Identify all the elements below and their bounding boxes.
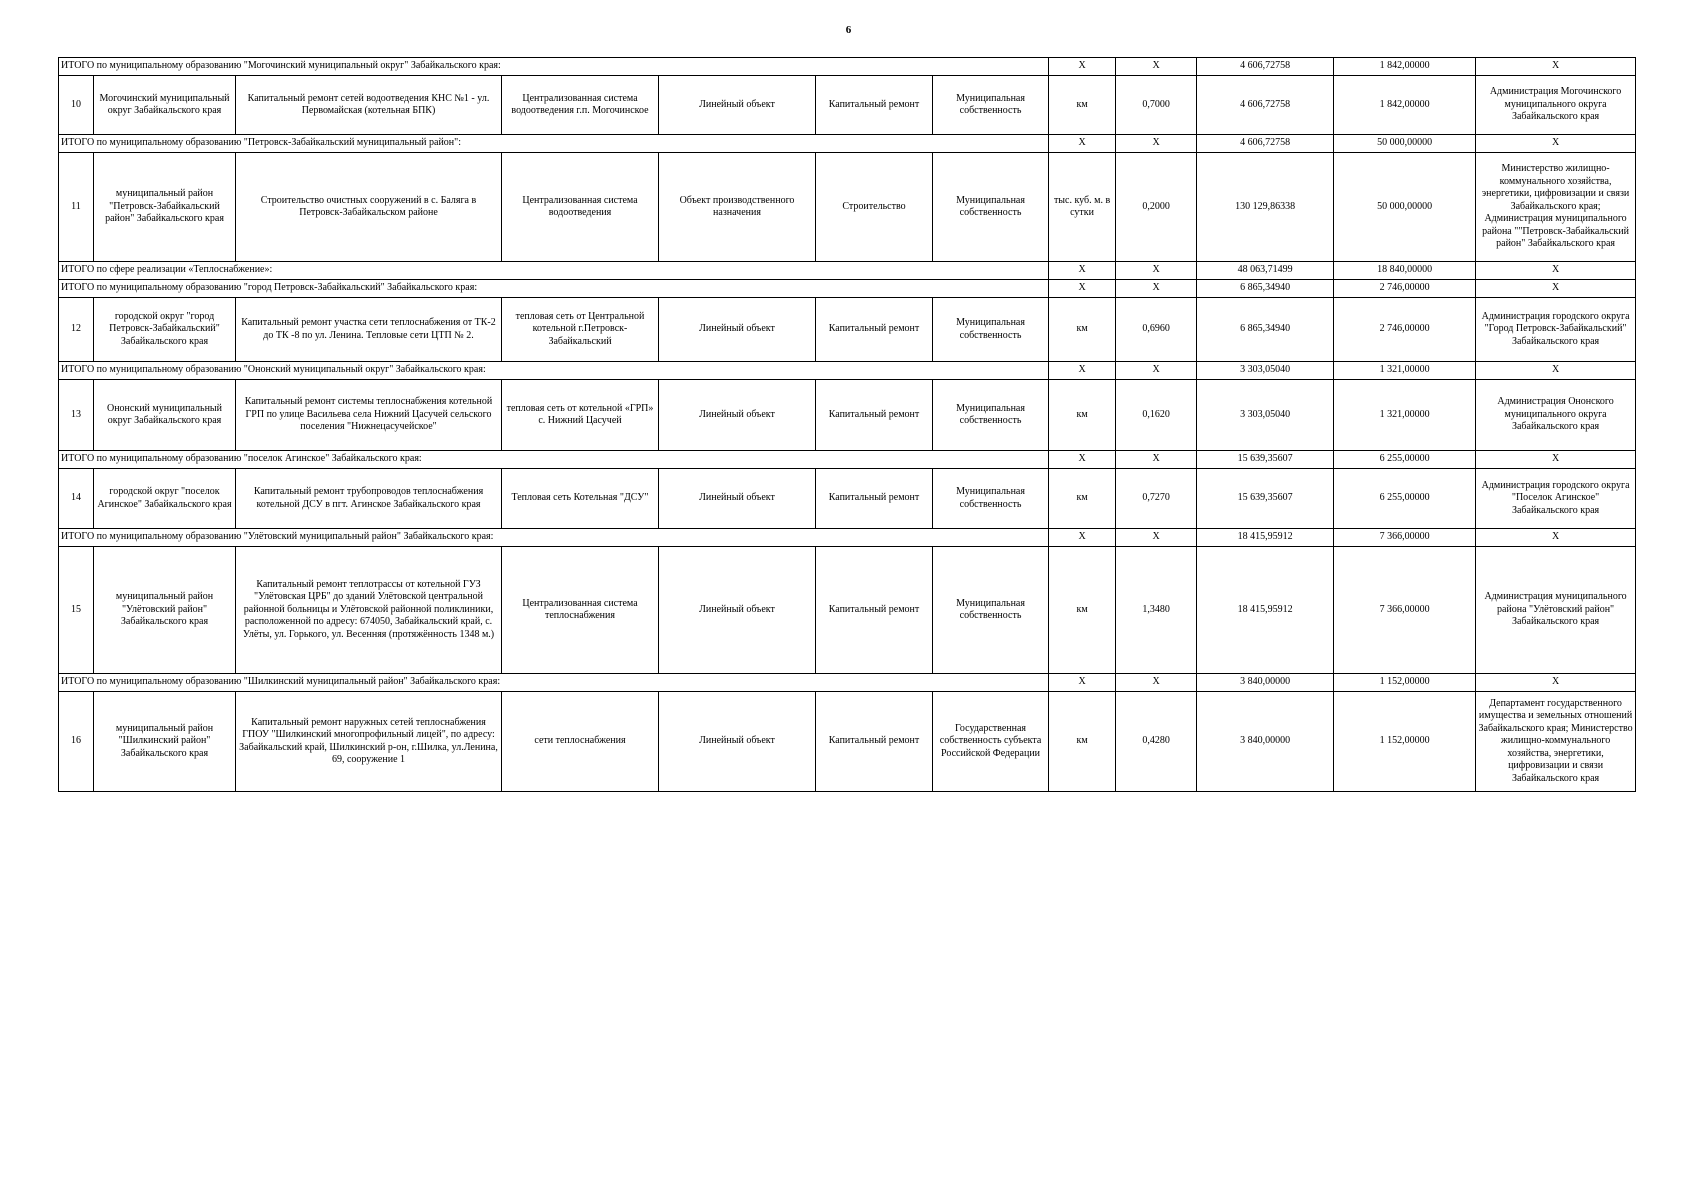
total-cost: 6 865,34940 <box>1197 280 1334 298</box>
total-cost: 3 303,05040 <box>1197 362 1334 380</box>
cost-cell: 3 303,05040 <box>1197 380 1334 451</box>
total-unit-mark: X <box>1049 280 1116 298</box>
object-name-cell: Капитальный ремонт трубопроводов теплоснабжения котельной ДСУ в пгт. Агинское Забайкальского края <box>236 469 502 529</box>
total-capacity-mark: X <box>1116 262 1197 280</box>
unit-cell: км <box>1049 547 1116 674</box>
total-client-mark: X <box>1476 135 1636 153</box>
object-type-cell: Объект производственного назначения <box>659 153 816 262</box>
total-cost: 4 606,72758 <box>1197 58 1334 76</box>
total-subsidy: 2 746,00000 <box>1334 280 1476 298</box>
row-number: 10 <box>59 76 94 135</box>
capacity-cell: 0,6960 <box>1116 298 1197 362</box>
total-capacity-mark: X <box>1116 529 1197 547</box>
total-cost: 4 606,72758 <box>1197 135 1334 153</box>
work-type-cell: Капитальный ремонт <box>816 298 933 362</box>
client-cell: Администрация Могочинского муниципального округа Забайкальского края <box>1476 76 1636 135</box>
row-number: 14 <box>59 469 94 529</box>
table-row <box>59 469 1636 529</box>
ownership-cell: Муниципальная собственность <box>933 547 1049 674</box>
total-subsidy: 1 321,00000 <box>1334 362 1476 380</box>
capacity-cell: 0,7270 <box>1116 469 1197 529</box>
object-type-cell: Линейный объект <box>659 380 816 451</box>
total-subsidy: 1 842,00000 <box>1334 58 1476 76</box>
total-label: ИТОГО по муниципальному образованию "Петровск-Забайкальский муниципальный район": <box>59 135 1049 153</box>
object-name-cell: Капитальный ремонт участка сети теплоснабжения от ТК-2 до ТК -8 по ул. Ленина. Тепловые сети ЦТП № 2. <box>236 298 502 362</box>
total-row <box>59 262 1636 280</box>
total-label: ИТОГО по муниципальному образованию "поселок Агинское" Забайкальского края: <box>59 451 1049 469</box>
total-capacity-mark: X <box>1116 58 1197 76</box>
objects-table <box>58 57 1636 792</box>
total-capacity-mark: X <box>1116 280 1197 298</box>
subsidy-cell: 6 255,00000 <box>1334 469 1476 529</box>
total-capacity-mark: X <box>1116 674 1197 692</box>
total-capacity-mark: X <box>1116 451 1197 469</box>
total-label: ИТОГО по муниципальному образованию "Ононский муниципальный округ" Забайкальского края: <box>59 362 1049 380</box>
total-subsidy: 7 366,00000 <box>1334 529 1476 547</box>
client-cell: Министерство жилищно-коммунального хозяйства, энергетики, цифровизации и связи Забайкальского края; Администрация муниципального района ""Петровск-Забайкальский район" Забайкальского края <box>1476 153 1636 262</box>
total-row <box>59 674 1636 692</box>
municipality-cell: Ононский муниципальный округ Забайкальского края <box>94 380 236 451</box>
capacity-cell: 0,2000 <box>1116 153 1197 262</box>
row-number: 16 <box>59 692 94 792</box>
subsidy-cell: 2 746,00000 <box>1334 298 1476 362</box>
table-row <box>59 153 1636 262</box>
object-name-cell: Строительство очистных сооружений в с. Баляга в Петровск-Забайкальском районе <box>236 153 502 262</box>
table-row <box>59 547 1636 674</box>
total-row <box>59 529 1636 547</box>
ownership-cell: Муниципальная собственность <box>933 469 1049 529</box>
total-capacity-mark: X <box>1116 135 1197 153</box>
system-cell: тепловая сеть от Центральной котельной г.Петровск-Забайкальский <box>502 298 659 362</box>
page-number: 6 <box>845 24 852 36</box>
total-client-mark: X <box>1476 362 1636 380</box>
object-type-cell: Линейный объект <box>659 547 816 674</box>
subsidy-cell: 50 000,00000 <box>1334 153 1476 262</box>
total-client-mark: X <box>1476 451 1636 469</box>
cost-cell: 15 639,35607 <box>1197 469 1334 529</box>
subsidy-cell: 1 842,00000 <box>1334 76 1476 135</box>
row-number: 15 <box>59 547 94 674</box>
ownership-cell: Муниципальная собственность <box>933 153 1049 262</box>
total-client-mark: X <box>1476 262 1636 280</box>
work-type-cell: Капитальный ремонт <box>816 380 933 451</box>
system-cell: сети теплоснабжения <box>502 692 659 792</box>
capacity-cell: 0,1620 <box>1116 380 1197 451</box>
capacity-cell: 0,4280 <box>1116 692 1197 792</box>
total-subsidy: 6 255,00000 <box>1334 451 1476 469</box>
subsidy-cell: 1 321,00000 <box>1334 380 1476 451</box>
municipality-cell: муниципальный район "Улётовский район" Забайкальского края <box>94 547 236 674</box>
unit-cell: км <box>1049 380 1116 451</box>
cost-cell: 18 415,95912 <box>1197 547 1334 674</box>
total-cost: 18 415,95912 <box>1197 529 1334 547</box>
work-type-cell: Капитальный ремонт <box>816 547 933 674</box>
total-row <box>59 280 1636 298</box>
ownership-cell: Муниципальная собственность <box>933 380 1049 451</box>
total-capacity-mark: X <box>1116 362 1197 380</box>
work-type-cell: Капитальный ремонт <box>816 76 933 135</box>
total-unit-mark: X <box>1049 451 1116 469</box>
system-cell: тепловая сеть от котельной «ГРП» с. Нижний Цасучей <box>502 380 659 451</box>
total-subsidy: 18 840,00000 <box>1334 262 1476 280</box>
row-number: 13 <box>59 380 94 451</box>
cost-cell: 4 606,72758 <box>1197 76 1334 135</box>
municipality-cell: муниципальный район "Петровск-Забайкальский район" Забайкальского края <box>94 153 236 262</box>
total-client-mark: X <box>1476 529 1636 547</box>
table-row <box>59 298 1636 362</box>
object-name-cell: Капитальный ремонт наружных сетей теплоснабжения ГПОУ "Шилкинский многопрофильный лицей", по адресу: Забайкальский край, Шилкинский р-он, г.Шилка, ул.Ленина, 69, сооружение 1 <box>236 692 502 792</box>
total-row <box>59 362 1636 380</box>
row-number: 11 <box>59 153 94 262</box>
subsidy-cell: 1 152,00000 <box>1334 692 1476 792</box>
total-cost: 48 063,71499 <box>1197 262 1334 280</box>
unit-cell: км <box>1049 76 1116 135</box>
unit-cell: тыс. куб. м. в сутки <box>1049 153 1116 262</box>
municipality-cell: муниципальный район "Шилкинский район" Забайкальского края <box>94 692 236 792</box>
total-label: ИТОГО по муниципальному образованию "город Петровск-Забайкальский" Забайкальского края: <box>59 280 1049 298</box>
capacity-cell: 0,7000 <box>1116 76 1197 135</box>
total-row <box>59 58 1636 76</box>
system-cell: Тепловая сеть Котельная "ДСУ" <box>502 469 659 529</box>
object-name-cell: Капитальный ремонт теплотрассы от котельной ГУЗ "Улётовская ЦРБ" до зданий Улётовской центральной районной больницы и Улётовской районной поликлиники, расположенной по адресу: 674050, Забайкальский край, с. Улёты, ул. Горького, ул. Весенняя (протяжённость 1348 м.) <box>236 547 502 674</box>
total-label: ИТОГО по муниципальному образованию "Могочинский муниципальный округ" Забайкальского края: <box>59 58 1049 76</box>
ownership-cell: Государственная собственность субъекта Российской Федерации <box>933 692 1049 792</box>
unit-cell: км <box>1049 298 1116 362</box>
work-type-cell: Капитальный ремонт <box>816 692 933 792</box>
municipality-cell: городской округ "город Петровск-Забайкальский" Забайкальского края <box>94 298 236 362</box>
unit-cell: км <box>1049 469 1116 529</box>
work-type-cell: Строительство <box>816 153 933 262</box>
client-cell: Администрация Ононского муниципального округа Забайкальского края <box>1476 380 1636 451</box>
total-unit-mark: X <box>1049 674 1116 692</box>
total-unit-mark: X <box>1049 362 1116 380</box>
cost-cell: 130 129,86338 <box>1197 153 1334 262</box>
capacity-cell: 1,3480 <box>1116 547 1197 674</box>
municipality-cell: городской округ "поселок Агинское" Забайкальского края <box>94 469 236 529</box>
table-row <box>59 380 1636 451</box>
system-cell: Централизованная система водоотведения г.п. Могочинское <box>502 76 659 135</box>
client-cell: Департамент государственного имущества и земельных отношений Забайкальского края; Министерство жилищно-коммунального хозяйства, энергетики, цифровизации и связи Забайкальского края <box>1476 692 1636 792</box>
object-type-cell: Линейный объект <box>659 692 816 792</box>
client-cell: Администрация городского округа "Поселок Агинское" Забайкальского края <box>1476 469 1636 529</box>
municipality-cell: Могочинский муниципальный округ Забайкальского края <box>94 76 236 135</box>
total-client-mark: X <box>1476 58 1636 76</box>
work-type-cell: Капитальный ремонт <box>816 469 933 529</box>
system-cell: Централизованная система водоотведения <box>502 153 659 262</box>
total-subsidy: 1 152,00000 <box>1334 674 1476 692</box>
total-unit-mark: X <box>1049 58 1116 76</box>
table-row <box>59 692 1636 792</box>
total-cost: 3 840,00000 <box>1197 674 1334 692</box>
total-row <box>59 451 1636 469</box>
total-label: ИТОГО по муниципальному образованию "Шилкинский муниципальный район" Забайкальского края: <box>59 674 1049 692</box>
client-cell: Администрация муниципального района "Улётовский район" Забайкальского края <box>1476 547 1636 674</box>
total-unit-mark: X <box>1049 135 1116 153</box>
object-name-cell: Капитальный ремонт системы теплоснабжения котельной ГРП по улице Васильева села Нижний Цасучей сельского поселения "Нижнецасучейское" <box>236 380 502 451</box>
object-type-cell: Линейный объект <box>659 298 816 362</box>
table-row <box>59 76 1636 135</box>
total-unit-mark: X <box>1049 529 1116 547</box>
total-unit-mark: X <box>1049 262 1116 280</box>
total-client-mark: X <box>1476 674 1636 692</box>
total-label: ИТОГО по муниципальному образованию "Улётовский муниципальный район" Забайкальского края: <box>59 529 1049 547</box>
total-subsidy: 50 000,00000 <box>1334 135 1476 153</box>
object-name-cell: Капитальный ремонт сетей водоотведения КНС №1 - ул. Первомайская (котельная БПК) <box>236 76 502 135</box>
cost-cell: 3 840,00000 <box>1197 692 1334 792</box>
ownership-cell: Муниципальная собственность <box>933 76 1049 135</box>
total-label: ИТОГО по сфере реализации «Теплоснабжение»: <box>59 262 1049 280</box>
system-cell: Централизованная система теплоснабжения <box>502 547 659 674</box>
object-type-cell: Линейный объект <box>659 469 816 529</box>
subsidy-cell: 7 366,00000 <box>1334 547 1476 674</box>
unit-cell: км <box>1049 692 1116 792</box>
total-client-mark: X <box>1476 280 1636 298</box>
row-number: 12 <box>59 298 94 362</box>
ownership-cell: Муниципальная собственность <box>933 298 1049 362</box>
client-cell: Администрация городского округа "Город Петровск-Забайкальский" Забайкальского края <box>1476 298 1636 362</box>
object-type-cell: Линейный объект <box>659 76 816 135</box>
total-cost: 15 639,35607 <box>1197 451 1334 469</box>
total-row <box>59 135 1636 153</box>
cost-cell: 6 865,34940 <box>1197 298 1334 362</box>
